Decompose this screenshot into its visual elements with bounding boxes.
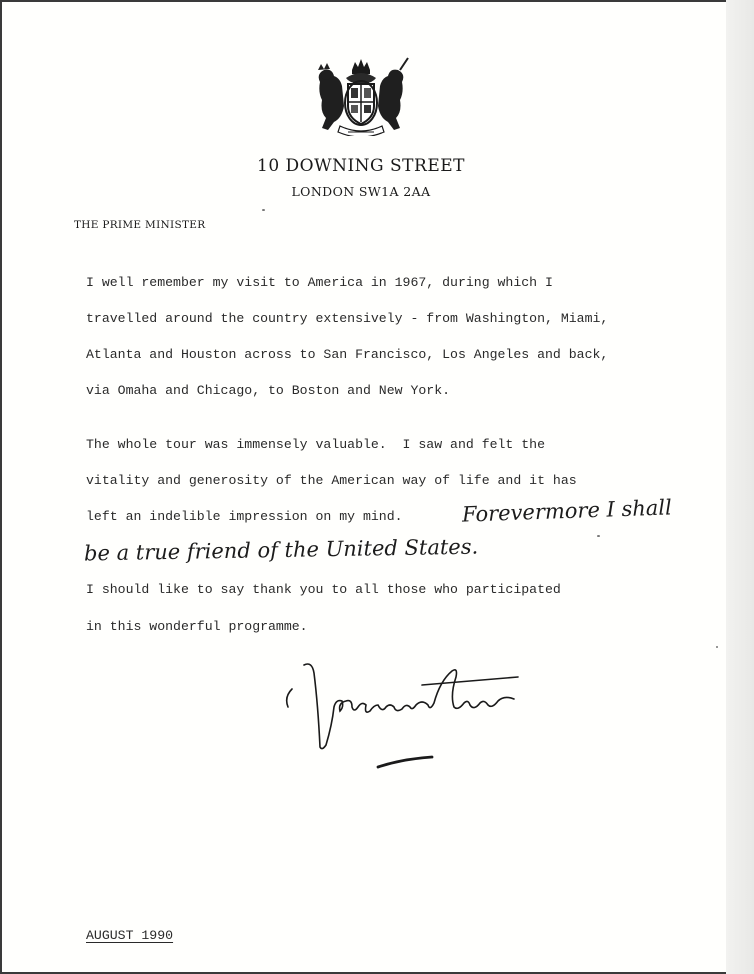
handwritten-note-line2: be a true friend of the United States.: [83, 534, 479, 566]
scan-speck: [716, 646, 718, 648]
paragraph1-line: travelled around the country extensively - from Washington, Miami,: [86, 311, 609, 326]
royal-coat-of-arms-icon: [312, 56, 410, 136]
office-title: THE PRIME MINISTER: [74, 219, 206, 231]
address-street: 10 DOWNING STREET: [257, 156, 465, 176]
paragraph1-line: via Omaha and Chicago, to Boston and New York.: [86, 383, 451, 398]
paragraph2-line: The whole tour was immensely valuable. I saw and felt the: [86, 437, 545, 452]
handwritten-note-line1: Forevermore I shall: [461, 495, 673, 527]
paragraph1-line: Atlanta and Houston across to San Francisco, Los Angeles and back,: [86, 347, 609, 362]
signature-image: [282, 655, 532, 775]
scan-edge: [726, 0, 754, 974]
letter-date: AUGUST 1990: [86, 928, 174, 943]
paragraph3-line: I should like to say thank you to all those who participated: [86, 582, 561, 597]
address-line-2: LONDON SW1A 2AA: [291, 184, 431, 199]
scan-speck: [262, 209, 265, 211]
paragraph1-line: I well remember my visit to America in 1967, during which I: [86, 275, 553, 290]
paragraph2-line: left an indelible impression on my mind.: [86, 509, 403, 524]
scan-speck: [597, 535, 600, 537]
paragraph2-line: vitality and generosity of the American way of life and it has: [86, 473, 577, 488]
address-line-1: [0, 156, 722, 176]
paragraph3-line: in this wonderful programme.: [86, 619, 308, 634]
